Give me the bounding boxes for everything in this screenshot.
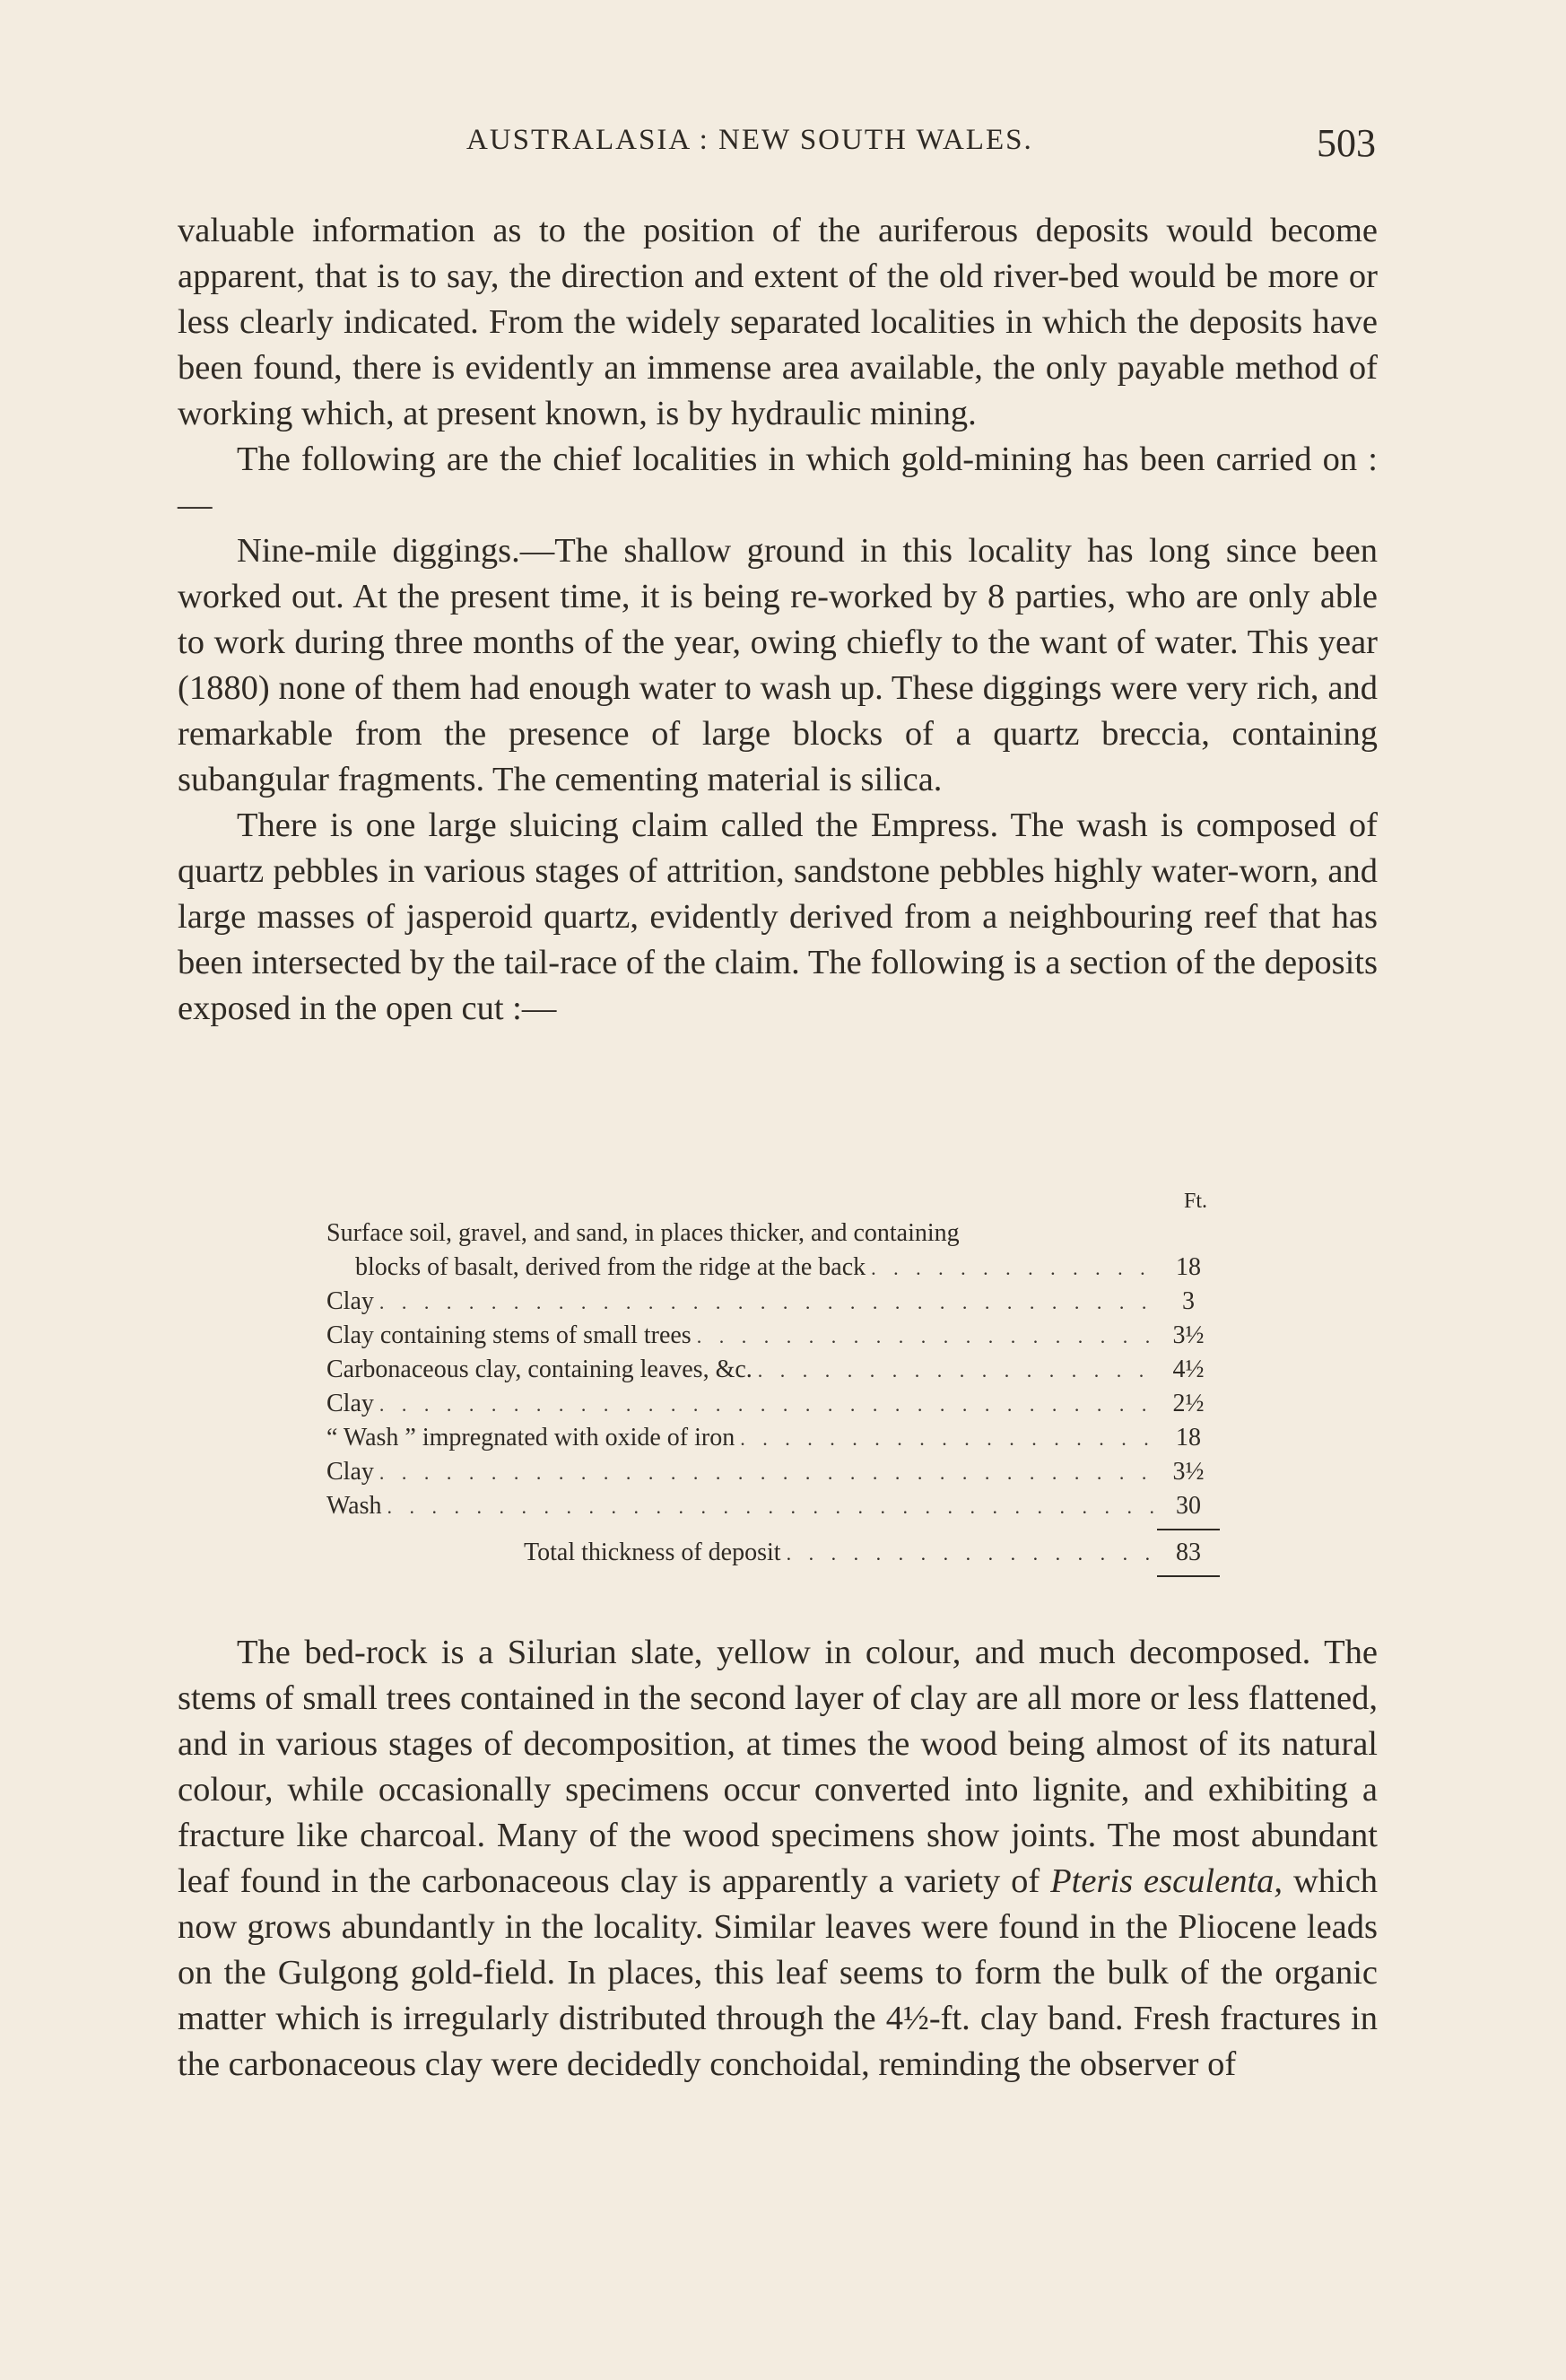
leader-dots [374,1286,1157,1320]
leader-dots [374,1456,1157,1490]
row-label: “ Wash ” impregnated with oxide of iron [326,1424,735,1452]
leader-dots [781,1537,1157,1571]
row-label: Clay [326,1390,374,1417]
paragraph: valuable information as to the position of the auriferous deposits would become apparent, that is to say, the direction and extent of the old river-bed would be more or less clearly indicated. From the widely separated localities in which the deposits have been found, there is evidently an immense area available, the only payable method of working which, at present known, is by hydraulic mining. [178,212,1378,432]
table-row [326,1387,1220,1421]
row-value: 30 [1176,1492,1201,1520]
sum-rule [326,1523,1220,1536]
body-text-top [178,208,1378,1032]
leader-dots [692,1320,1157,1354]
row-label: Carbonaceous clay, containing leaves, &c. [326,1356,753,1383]
row-value: 3½ [1172,1321,1205,1349]
total-rule [326,1572,1220,1577]
body-text-bottom [178,1630,1378,2088]
leader-dots [382,1490,1157,1524]
row-label: Wash [326,1492,382,1520]
table-row [326,1216,1220,1251]
paragraph: Nine-mile diggings.—The shallow ground in this locality has long since been worked out. At the present time, it is being re-worked by 8 parties, who are only able to work during three months of the year, owing chiefly to the want of water. This year (1880) none of them had enough water to wash up. These diggings were very rich, and remarkable from the presence of large blocks of a quartz breccia, containing subangular fragments. The cementing material is silica. [178,532,1378,798]
row-label: Clay containing stems of small trees [326,1321,692,1349]
running-head [0,121,1566,178]
table-row [326,1455,1220,1489]
table-row [326,1319,1220,1353]
leader-dots [374,1388,1157,1422]
paragraph-part: The bed-rock is a Silurian slate, yellow in colour, and much decomposed. The stems of small trees contained in the second layer of clay are all more or less flattened, and in various stages of decomposition, at times the wood being almost of its natural colour, while occasionally specimens occur converted into lignite, and exhibiting a fracture like charcoal. Many of the wood specimens show joints. The most abundant leaf found in the carbonaceous clay is apparently a variety of [178,1634,1378,1900]
row-value: 2½ [1172,1390,1205,1417]
paragraph: There is one large sluicing claim called the Empress. The wash is composed of quartz pebbles in various stages of attrition, sandstone pebbles highly water-worn, and large masses of jasperoid quartz, evidently derived from a neighbouring reef that has been intersected by the tail-race of the claim. The following is a section of the deposits exposed in the open cut :— [178,806,1378,1027]
row-value: 3 [1182,1287,1195,1315]
row-label: Clay [326,1458,374,1486]
species-name: Pteris esculenta, [1050,1862,1283,1900]
paragraph [178,1630,1378,2088]
total-label: Total thickness of deposit [524,1539,781,1566]
deposit-section-table [326,1186,1220,1577]
unit-header: Ft. [1183,1190,1207,1213]
row-value: 3½ [1172,1458,1205,1486]
table-row [326,1353,1220,1387]
row-value: 18 [1176,1424,1201,1452]
table-row [326,1285,1220,1319]
leader-dots [735,1422,1157,1456]
total-value: 83 [1176,1539,1201,1566]
running-title: AUSTRALASIA : NEW SOUTH WALES. [466,124,1033,156]
table-row [326,1251,1220,1285]
leader-dots [866,1251,1157,1286]
total-row [326,1536,1220,1572]
leader-dots [753,1354,1157,1388]
table-row [326,1421,1220,1455]
table-row [326,1489,1220,1523]
page-number: 503 [1317,121,1376,165]
paragraph: The following are the chief localities in which gold-mining has been carried on :— [178,440,1378,524]
paragraph-part: which now grows abundantly in the locality. Similar leaves were found in the Pliocene leads on the Gulgong gold-field. In places, this leaf seems to form the bulk of the organic matter which is irregularly distributed through the 4½-ft. clay band. Fresh fractures in the carbonaceous clay were decidedly conchoidal, reminding the observer of [178,1862,1379,2083]
row-label: blocks of basalt, derived from the ridge at the back [355,1253,866,1281]
row-value: 18 [1176,1253,1201,1281]
row-value: 4½ [1172,1356,1205,1383]
row-label: Clay [326,1287,374,1315]
row-label: Surface soil, gravel, and sand, in places thicker, and containing [326,1219,960,1247]
